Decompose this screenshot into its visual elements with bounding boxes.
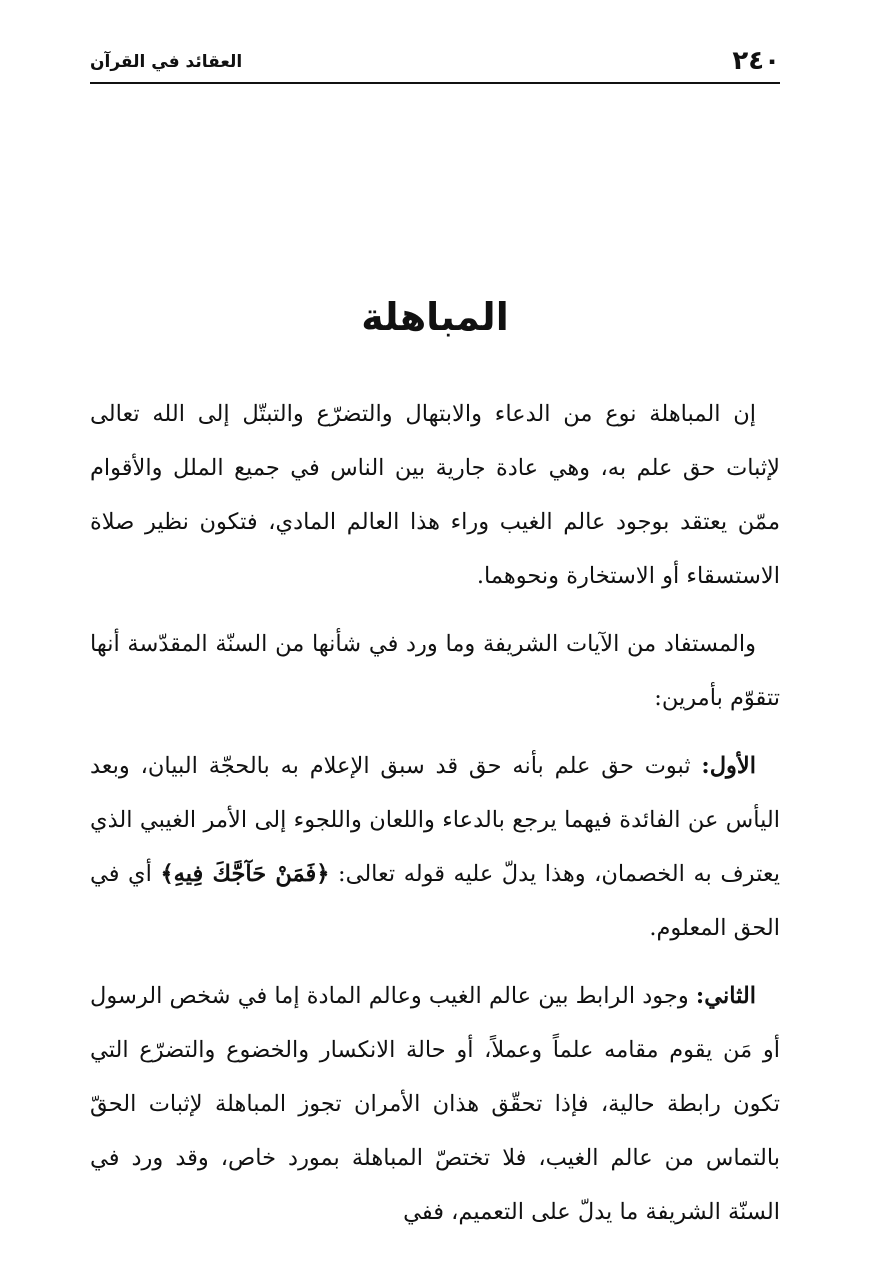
running-title: العقائد في القرآن: [90, 52, 243, 72]
first-condition-tail: أي في الحق المعلوم.: [90, 861, 780, 941]
body-text: [90, 387, 780, 1239]
book-page: [90, 40, 780, 1253]
quran-brace-open: ﴿: [316, 861, 330, 887]
second-condition-text: وجود الرابط بين عالم الغيب وعالم المادة إما في شخص الرسول أو مَن يقوم مقامه علماً وعملاً، أو حالة الانكسار والخضوع والتضرّع التي تكون رابطة حالية، فإذا تحقّق هذان الأمران تجوز المباهلة لإثبات الحقّ بالتماس من عالم الغيب، فلا تختصّ المباهلة بمورد خاص، وقد ورد في السنّة الشريفة ما يدلّ على التعميم، ففي: [90, 983, 780, 1225]
paragraph-first-condition: [90, 739, 780, 955]
page-header: [90, 40, 780, 84]
chapter-title: المباهلة: [361, 295, 509, 339]
paragraph-intro: إن المباهلة نوع من الدعاء والابتهال والتضرّع والتبتّل إلى الله تعالى لإثبات حق علم به، وهي عادة جارية بين الناس في جميع الملل والأقوام ممّن يعتقد بوجود عالم الغيب وراء هذا العالم المادي، فتكون نظير صلاة الاستسقاء أو الاستخارة ونحوهما.: [90, 401, 780, 589]
first-condition-lead: الأول:: [701, 753, 756, 779]
page-number: ٢٤٠: [732, 46, 780, 76]
first-condition-text: ثبوت حق علم بأنه حق قد سبق الإعلام به بالحجّة البيان، وبعد اليأس عن الفائدة فيهما يرجع بالدعاء واللعان واللجوء إلى الأمر الغيبي الذي يعترف به الخصمان، وهذا يدلّ عليه قوله تعالى:: [90, 753, 780, 887]
quran-brace-close: ﴾: [160, 861, 174, 887]
paragraph-second-condition: [90, 969, 780, 1239]
second-condition-lead: الثاني:: [695, 983, 756, 1009]
paragraph-two-conditions: والمستفاد من الآيات الشريفة وما ورد في شأنها من السنّة المقدّسة أنها تتقوّم بأمرين:: [90, 631, 780, 711]
quran-verse: فَمَنْ حَآجَّكَ فِيهِ: [173, 861, 317, 887]
